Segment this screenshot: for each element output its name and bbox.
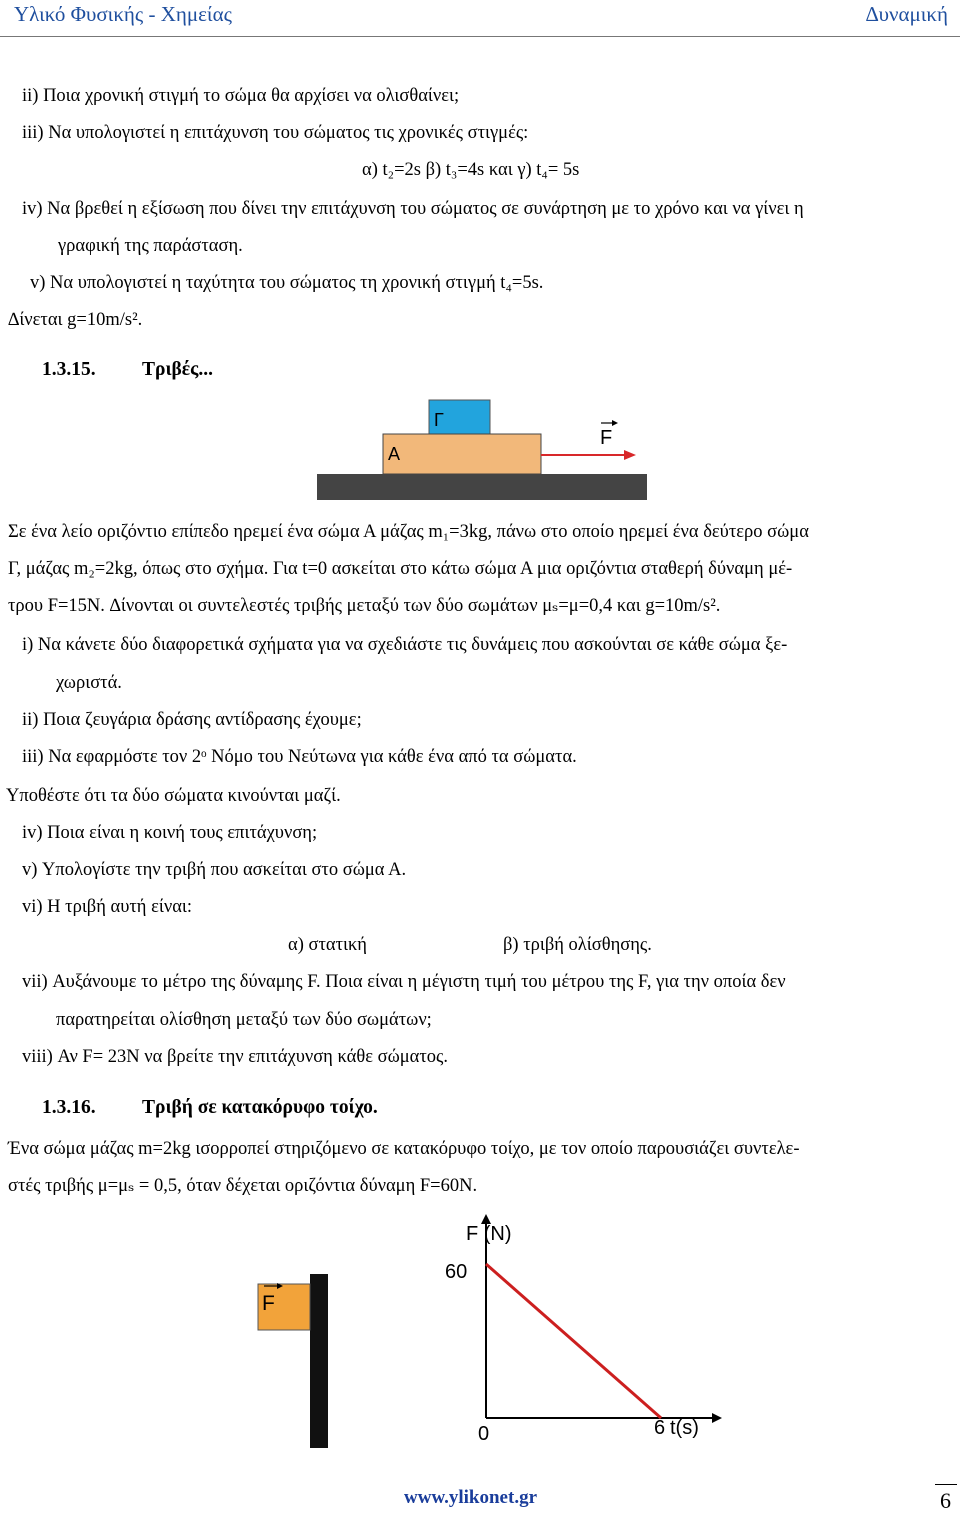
force-arrowhead [624, 450, 636, 460]
block-a [383, 434, 541, 474]
x-axis-label: t(s) [670, 1417, 699, 1439]
wall-force-label: F [262, 1292, 275, 1315]
label-a: Α [388, 444, 401, 464]
s16-paragraph-1: Ένα σώμα μάζας m=2kg ισορροπεί στηριζόμενο σε κατακόρυφο τοίχο, με τον οποίο παρουσιάζει συντελε- [8, 1139, 800, 1159]
s15-question-ii: ii) Ποια ζευγάρια δράσης αντίδρασης έχουμε; [22, 710, 362, 730]
section-title: Τριβές... [142, 359, 213, 380]
footer-url[interactable]: www.ylikonet.gr [404, 1487, 537, 1508]
s15-question-iii: iii) Να εφαρμόστε τον 2ᵒ Νόμο του Νεύτωνα για κάθε ένα από τα σώματα. [22, 747, 577, 767]
prev-given: ∆ίνεται g=10m/s². [8, 310, 143, 330]
header-chapter: ∆υναμική [865, 2, 948, 26]
section-number: 1.3.15. [42, 359, 96, 380]
s15-option-a: α) στατική [288, 935, 367, 955]
s15-question-v: v) Υπολογίστε την τριβή που ασκείται στο σώμα Α. [22, 860, 407, 880]
s15-question-vii-cont: παρατηρείται ολίσθηση μεταξύ των δύο σωμάτων; [56, 1010, 432, 1030]
vector-bar-head [612, 420, 618, 426]
page-number: 6 [940, 1488, 951, 1513]
prev-times: α) t₂=2s β) t₃=4s και γ) t₄= 5s [362, 160, 580, 180]
s15-assumption: Υποθέστε ότι τα δύο σώματα κινούνται μαζί. [6, 786, 341, 806]
prev-question-ii: ii) Ποια χρονική στιγμή το σώμα θα αρχίσει να ολισθαίνει; [22, 86, 460, 106]
origin-label: 0 [478, 1423, 490, 1445]
section-number: 1.3.16. [42, 1097, 96, 1118]
label-gamma: Γ [434, 410, 444, 430]
section-title: Τριβή σε κατακόρυφο τοίχο. [142, 1097, 378, 1118]
label-force: F [600, 427, 613, 449]
prev-question-iv-cont: γραφική της παράσταση. [58, 236, 243, 256]
x-axis-arrow [712, 1413, 722, 1423]
f-t-chart [445, 1214, 722, 1445]
s15-question-i: i) Να κάνετε δύο διαφορετικά σχήματα για να σχεδιάστε τις δυνάμεις που ασκούνται σε κάθε σώμα ξε- [22, 635, 788, 655]
prev-question-iv: iv) Να βρεθεί η εξίσωση που δίνει την επιτάχυνση του σώματος σε συνάρτηση με το χρόνο και να γίνει η [22, 199, 804, 219]
s15-question-vii: vii) Αυξάνουμε το μέτρο της δύναμης F. Ποια είναι η μέγιστη τιμή του μέτρου της F, για την οποία δεν [22, 972, 786, 992]
s15-question-vi: vi) Η τριβή αυτή είναι: [22, 897, 193, 917]
footer-rule [935, 1484, 957, 1485]
floor [317, 474, 647, 500]
page-header [0, 0, 960, 40]
header-rule [0, 36, 960, 37]
wall-figure [238, 1214, 722, 1448]
s15-question-viii: viii) Αν F= 23N να βρείτε την επιτάχυνση κάθε σώματος. [22, 1047, 448, 1067]
wall [310, 1274, 328, 1448]
series-line [486, 1264, 661, 1418]
prev-question-iii: iii) Να υπολογιστεί η επιτάχυνση του σώματος τις χρονικές στιγμές: [22, 123, 529, 143]
prev-question-v: v) Να υπολογιστεί η ταχύτητα του σώματος τη χρονική στιγμή t₄=5s. [30, 273, 544, 293]
y-axis-label: F (N) [466, 1223, 512, 1245]
s15-question-i-cont: χωριστά. [56, 673, 122, 693]
s15-question-iv: iv) Ποια είναι η κοινή τους επιτάχυνση; [22, 823, 318, 843]
s15-paragraph-3: τρου F=15N. ∆ίνονται οι συντελεστές τριβής μεταξύ των δύο σωμάτων μₛ=μ=0,4 και g=10m/s². [8, 596, 721, 616]
header-subject: Υλικό Φυσικής - Χημείας [14, 2, 232, 26]
s16-paragraph-2: στές τριβής μ=μₛ = 0,5, όταν δέχεται οριζόντια δύναμη F=60N. [8, 1176, 478, 1196]
s15-paragraph-1: Σε ένα λείο οριζόντιο επίπεδο ηρεμεί ένα σώμα Α μάζας m₁=3kg, πάνω στο οποίο ηρεμεί ένα δεύτερο σώμα [8, 522, 809, 542]
y-tick-label: 60 [445, 1261, 468, 1283]
x-tick-label: 6 [654, 1417, 666, 1439]
s15-paragraph-2: Γ, μάζας m₂=2kg, όπως στο σχήμα. Για t=0 ασκείται στο κάτω σώμα Α μια οριζόντια σταθερή δύναμη μέ- [8, 559, 793, 579]
blocks-figure [316, 398, 648, 502]
s15-option-b: β) τριβή ολίσθησης. [503, 935, 652, 955]
